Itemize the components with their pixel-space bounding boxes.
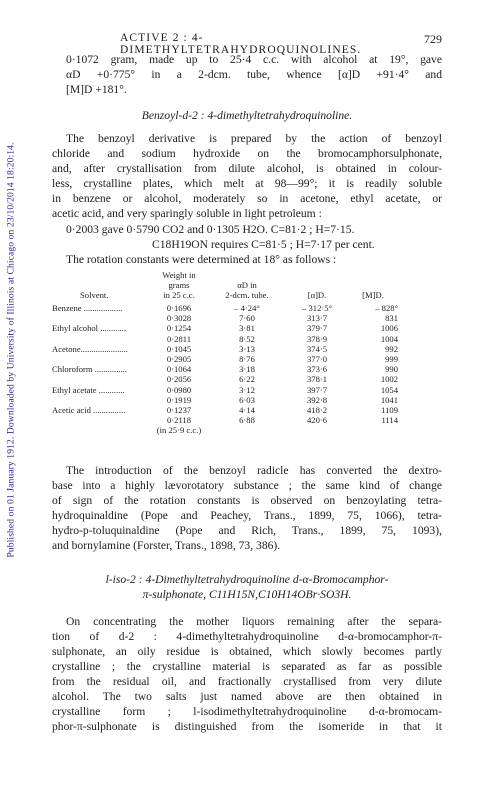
section-title-iso-formula: π-sulphonate, C11H15N,C10H14OBr·SO3H. (142, 588, 352, 601)
paragraph-line: The benzoyl derivative is prepared by the action of benzoyl (66, 132, 442, 145)
paragraph-line: less, crystalline plates, which melt at 98—99°; it is readily soluble (52, 177, 442, 190)
cell-molecular-rotation: 992 (385, 343, 398, 354)
cell-alpha: 6·22 (239, 374, 255, 385)
cell-solvent: Acetic acid ............... (52, 405, 126, 415)
paragraph-line: alcohol. The two salts just named above are then obtained in (52, 690, 442, 703)
cell-alpha: 4·14 (239, 405, 255, 415)
paragraph-line: in benzene or alcohol, moderately so in acetone, ethyl acetate, or (52, 192, 442, 205)
cell-specific-rotation: 392·8 (306, 394, 328, 405)
paragraph-line: and, after crystallisation from dilute alcohol, is obtained in colour- (52, 162, 442, 175)
paragraph-line: phor-π-sulphonate is distinguished from the isomeride in that it (52, 720, 442, 733)
cell-molecular-rotation: 831 (385, 313, 398, 324)
paragraph-line: hydroquinaldine (Pope and Peachey, Trans., 1899, 75, 1066), tetra- (52, 509, 442, 522)
cell-molecular-rotation: 1041 (380, 394, 398, 405)
paragraph-line: tion of d-2 : 4-dimethyltetrahydroquinoline d-α-bromocamphor-π- (52, 630, 442, 643)
cell-alpha: 6·88 (239, 415, 255, 426)
paragraph-line: base into a highly lævorotatory substance ; the same kind of change (52, 479, 442, 492)
cell-weight: 0·1064 (166, 364, 192, 375)
cell-molecular-rotation: 999 (385, 354, 398, 364)
paragraph-line: acetic acid, and very sparingly soluble in light petroleum : (52, 207, 322, 220)
header-weight-3: in 25 c.c. (163, 290, 195, 300)
cell-solvent: Benzene .................. (52, 303, 123, 313)
text-line: [M]D +181°. (66, 83, 127, 96)
cell-specific-rotation: 418·2 (306, 405, 328, 415)
cell-molecular-rotation: 1002 (380, 374, 398, 385)
cell-specific-rotation: – 312·5° (302, 303, 332, 313)
cell-alpha: – 4·24° (234, 303, 260, 313)
cell-specific-rotation: 397·7 (306, 384, 328, 395)
cell-weight: 0·1696 (166, 303, 192, 313)
paragraph-line: from the residual oil, and fractionally crystallised from very dilute (52, 675, 442, 688)
cell-weight: 0·1919 (166, 394, 192, 405)
table-footnote: (in 25·9 c.c.) (156, 425, 202, 436)
cell-alpha: 7·60 (239, 313, 255, 324)
cell-weight: 0·2905 (166, 354, 192, 364)
cell-molecular-rotation: 1054 (380, 384, 398, 395)
running-title: ACTIVE 2 : 4-DIMETHYLTETRAHYDROQUINOLINES. (120, 32, 362, 56)
header-alpha-2: 2-dcm. tube. (225, 290, 269, 300)
cell-solvent: Acetone...................... (52, 343, 128, 354)
cell-molecular-rotation: 1006 (380, 323, 398, 334)
paragraph-line: sulphonate, an oily residue is obtained, which slowly becomes partly (52, 645, 442, 658)
header-weight-2: grams (168, 280, 190, 290)
paragraph-line: of sign of the rotation constants is observed on benzoylating tetra- (52, 494, 442, 507)
cell-specific-rotation: 420·6 (306, 415, 328, 426)
cell-alpha: 8·52 (239, 333, 255, 344)
text-line: αD +0·775° in a 2-dcm. tube, whence [α]D +91·4° and (66, 68, 442, 81)
cell-alpha: 3·13 (239, 343, 255, 354)
download-watermark (3, 40, 19, 660)
cell-alpha: 3·12 (239, 384, 255, 395)
running-header (52, 32, 442, 56)
header-molecular-rotation: [M]D. (362, 290, 384, 300)
header-alpha-1: αD in (237, 280, 257, 290)
cell-weight: 0·1254 (166, 323, 192, 334)
cell-molecular-rotation: 1004 (380, 333, 398, 344)
paragraph-line: The introduction of the benzoyl radicle has converted the dextro- (66, 464, 442, 477)
cell-molecular-rotation: 1109 (381, 405, 398, 415)
page-number: 729 (424, 32, 442, 46)
section-title-iso: l-iso-2 : 4-Dimethyltetrahydroquinoline d-α-Bromocamphor- (105, 573, 389, 586)
cell-specific-rotation: 313·7 (306, 313, 328, 324)
cell-weight: 0·1045 (166, 343, 192, 354)
cell-weight: 0·0980 (166, 384, 192, 395)
cell-weight: 0·2056 (166, 374, 192, 385)
paragraph-line: hydro-p-toluquinaldine (Pope and Rich, Trans., 1899, 75, 1093), (52, 524, 442, 537)
paragraph-line: chloride and sodium hydroxide on the bromocamphorsulphonate, (52, 147, 442, 160)
cell-alpha: 8·76 (239, 354, 255, 364)
cell-weight: 0·3028 (166, 313, 192, 324)
cell-alpha: 6·03 (239, 394, 255, 405)
analysis-line: 0·2003 gave 0·5790 CO2 and 0·1305 H2O. C=81·2 ; H=7·15. (66, 223, 355, 236)
section-title-benzoyl: Benzoyl-d-2 : 4-dimethyltetrahydroquinoline. (141, 109, 353, 122)
cell-specific-rotation: 378·1 (306, 374, 328, 385)
cell-specific-rotation: 379·7 (306, 323, 328, 334)
cell-alpha: 3·18 (239, 364, 255, 375)
download-watermark-text: Published on 01 January 1912. Downloaded by University of Illinois at Chicago on 23/10/2014 18:20:14. (5, 142, 17, 558)
cell-molecular-rotation: 1114 (381, 415, 398, 426)
header-solvent: Solvent. (80, 290, 109, 300)
header-specific-rotation: [α]D. (307, 290, 327, 300)
cell-solvent: Ethyl acetate ............ (52, 384, 125, 395)
cell-solvent: Ethyl alcohol ............ (52, 323, 126, 334)
paragraph-line: On concentrating the mother liquors remaining after the separa- (66, 615, 442, 628)
cell-weight: 0·1237 (166, 405, 192, 415)
rotation-intro: The rotation constants were determined at 18° as follows : (66, 253, 337, 266)
cell-alpha: 3·81 (239, 323, 255, 334)
cell-weight: 0·2118 (166, 415, 192, 426)
cell-weight: 0·2811 (166, 333, 192, 344)
header-weight-1: Weight in (162, 270, 196, 280)
cell-molecular-rotation: 990 (385, 364, 398, 375)
paragraph-line: and bornylamine (Forster, Trans., 1898, 73, 386). (52, 539, 281, 552)
cell-solvent: Chloroform ............... (52, 364, 127, 375)
cell-specific-rotation: 378·9 (306, 333, 328, 344)
analysis-line: C18H19ON requires C=81·5 ; H=7·17 per cent. (152, 238, 375, 251)
text-line: 0·1072 gram, made up to 25·4 c.c. with alcohol at 19°, gave (66, 53, 442, 66)
cell-specific-rotation: 377·0 (306, 354, 328, 364)
cell-specific-rotation: 374·5 (306, 343, 328, 354)
cell-specific-rotation: 373·6 (306, 364, 328, 375)
cell-molecular-rotation: – 828° (375, 303, 398, 313)
paragraph-line: crystalline ; the crystalline material is separated as far as possible (52, 660, 442, 673)
paragraph-line: crystalline form ; l-isodimethyltetrahydroquinoline d-α-bromocam- (52, 705, 442, 718)
